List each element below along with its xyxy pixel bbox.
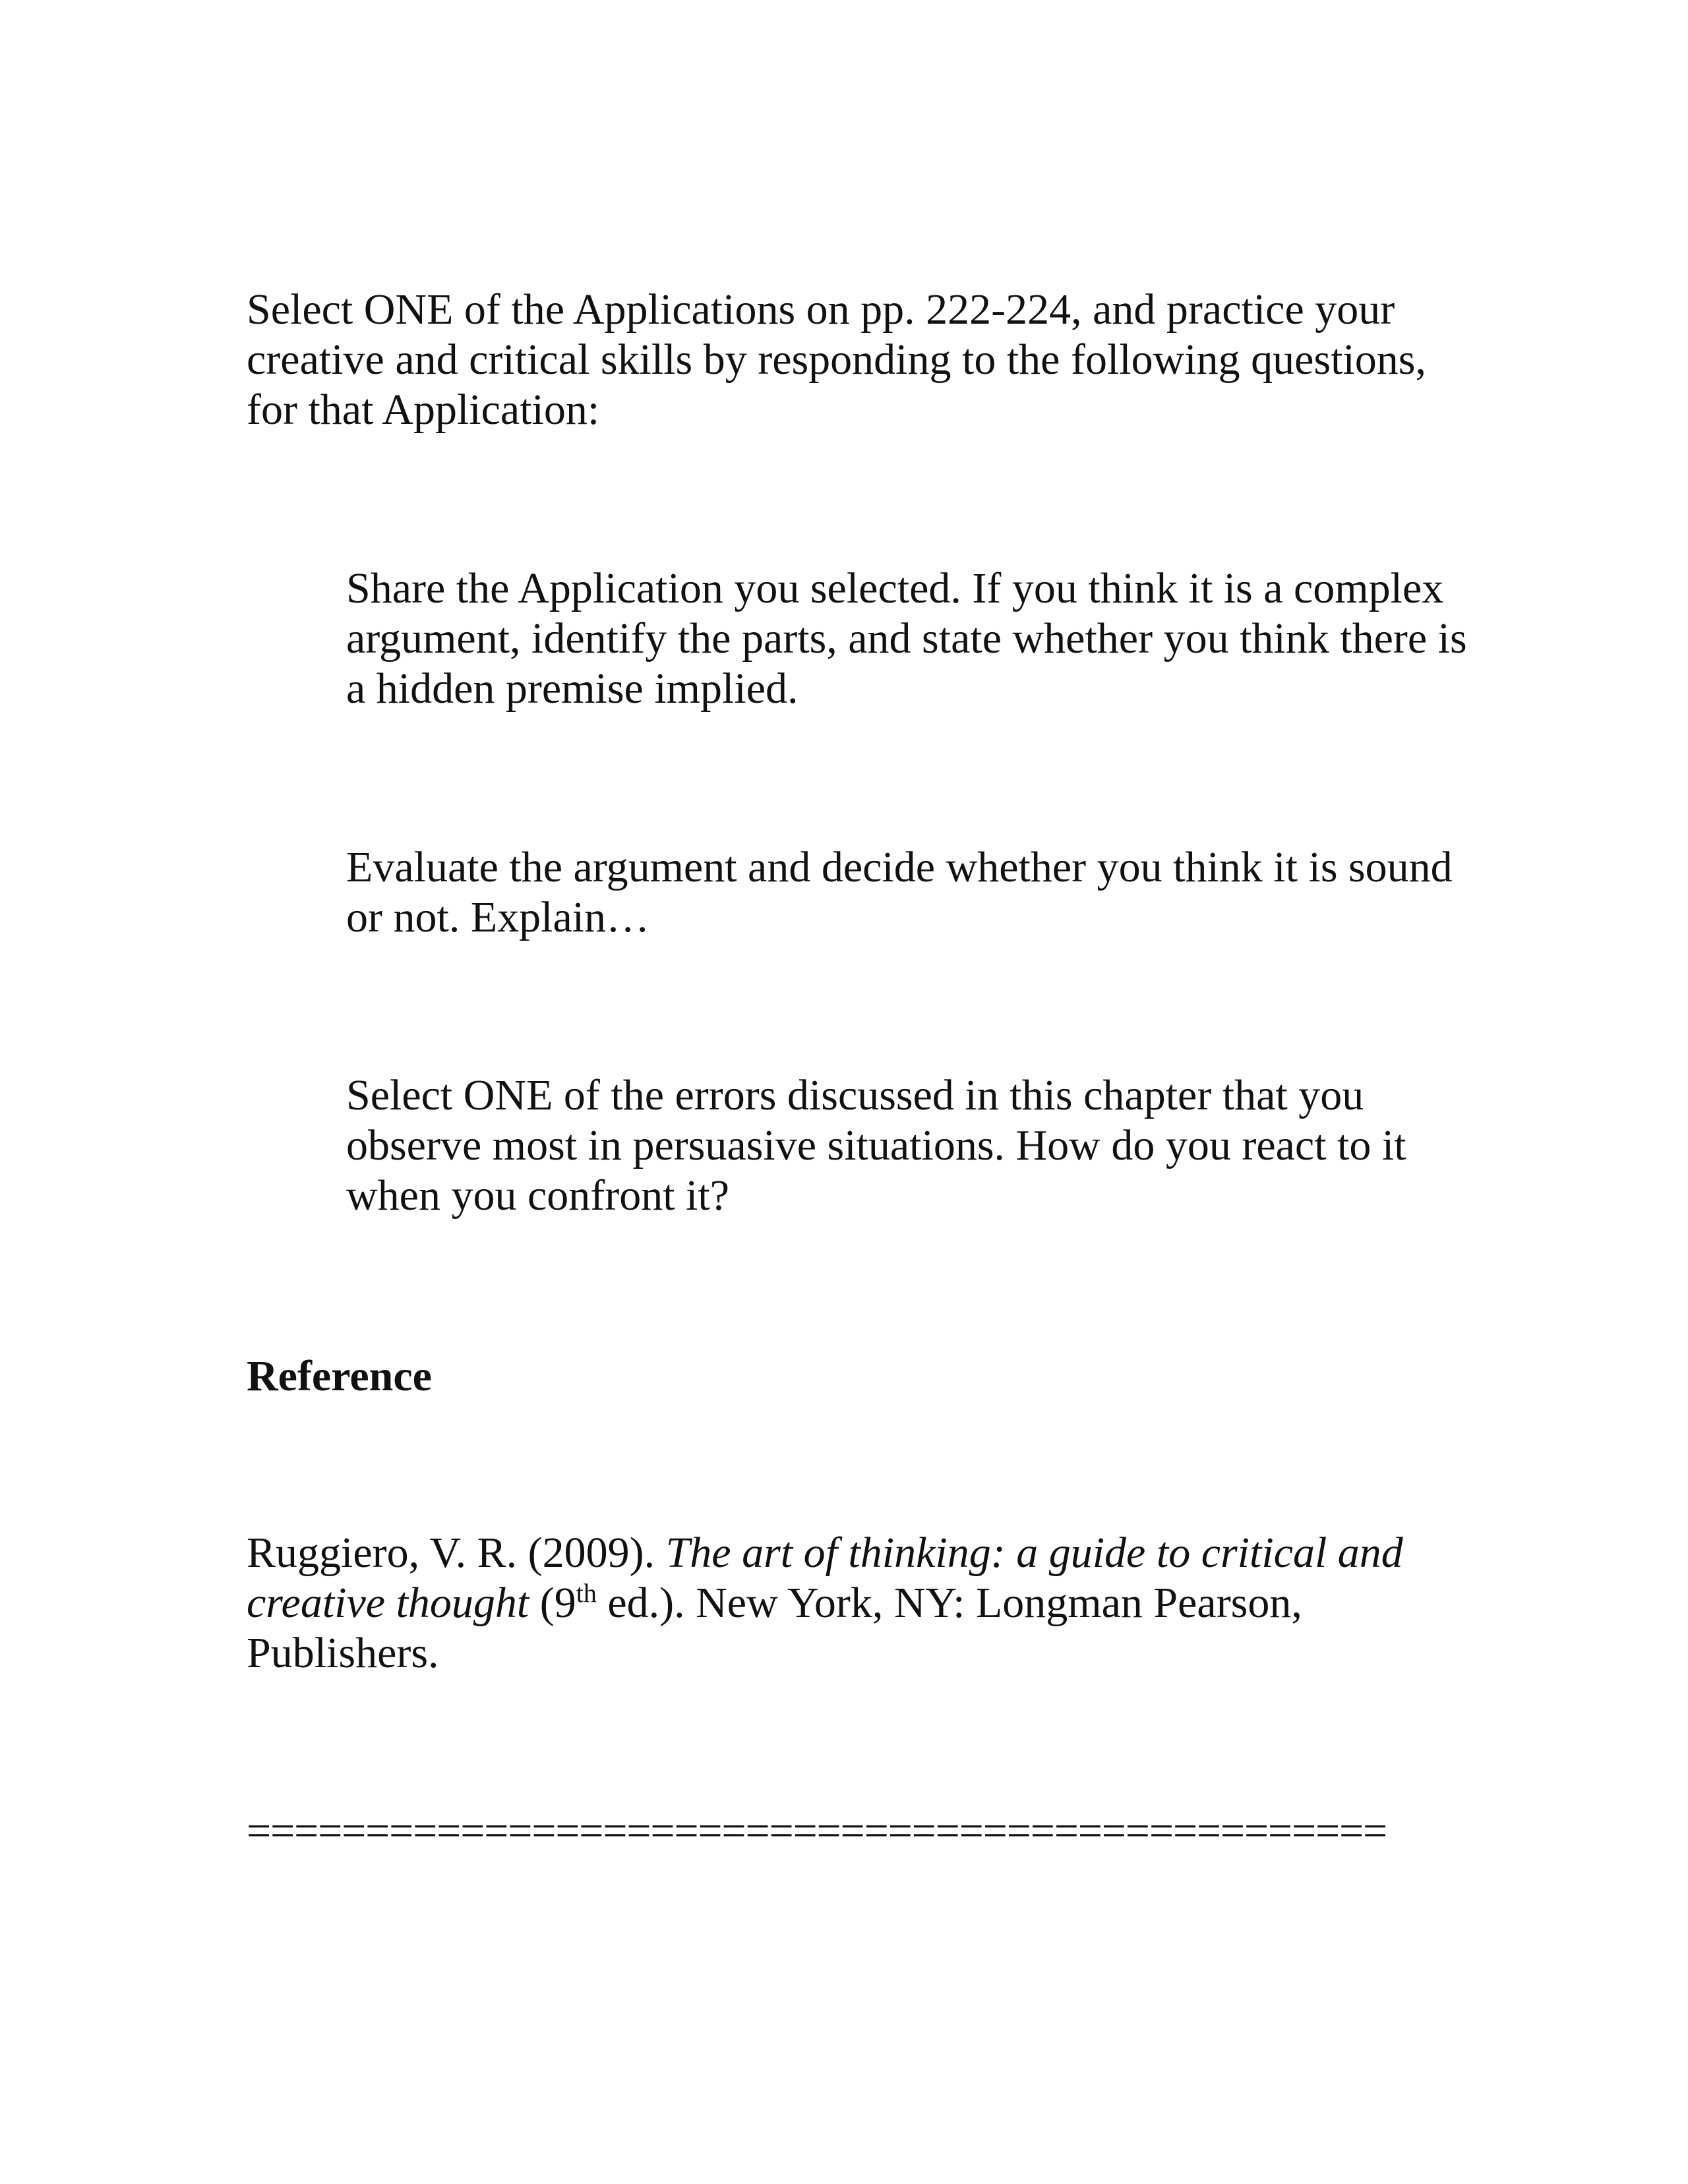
question-line: observe most in persuasive situations. How do you react to it: [346, 1121, 1406, 1169]
citation-line-3: Publishers.: [247, 1629, 439, 1677]
question-line: a hidden premise implied.: [346, 664, 799, 713]
question-3: [346, 1071, 1406, 1221]
intro-line: for that Application:: [247, 386, 600, 434]
citation-line-2: [247, 1578, 1403, 1628]
citation-line-1: [247, 1528, 1403, 1578]
reference-heading: Reference: [247, 1352, 432, 1400]
question-line: Share the Application you selected. If you think it is a complex: [346, 564, 1444, 612]
question-2: [346, 842, 1453, 943]
citation-title-part-2: creative thought: [247, 1579, 529, 1627]
separator-line: ================================================: [247, 1807, 1387, 1855]
question-1: [346, 564, 1467, 714]
question-line: or not. Explain…: [346, 893, 650, 941]
question-line: Select ONE of the errors discussed in this chapter that you: [346, 1071, 1364, 1119]
question-line: Evaluate the argument and decide whether you think it is sound: [346, 843, 1453, 891]
question-line: when you confront it?: [346, 1171, 730, 1220]
citation-authors: Ruggiero, V. R. (2009).: [247, 1529, 666, 1577]
reference-citation: [247, 1528, 1403, 1678]
intro-line: Select ONE of the Applications on pp. 222-224, and practice your: [247, 285, 1395, 334]
intro-paragraph: [247, 285, 1426, 435]
citation-edition-open: (9: [529, 1579, 576, 1627]
citation-edition-rest: ed.). New York, NY: Longman Pearson,: [596, 1579, 1302, 1627]
question-line: argument, identify the parts, and state whether you think there is: [346, 614, 1467, 663]
citation-title-part-1: The art of thinking: a guide to critical and: [665, 1529, 1403, 1577]
intro-line: creative and critical skills by responding to the following questions,: [247, 336, 1426, 384]
citation-edition-superscript: th: [576, 1578, 597, 1608]
